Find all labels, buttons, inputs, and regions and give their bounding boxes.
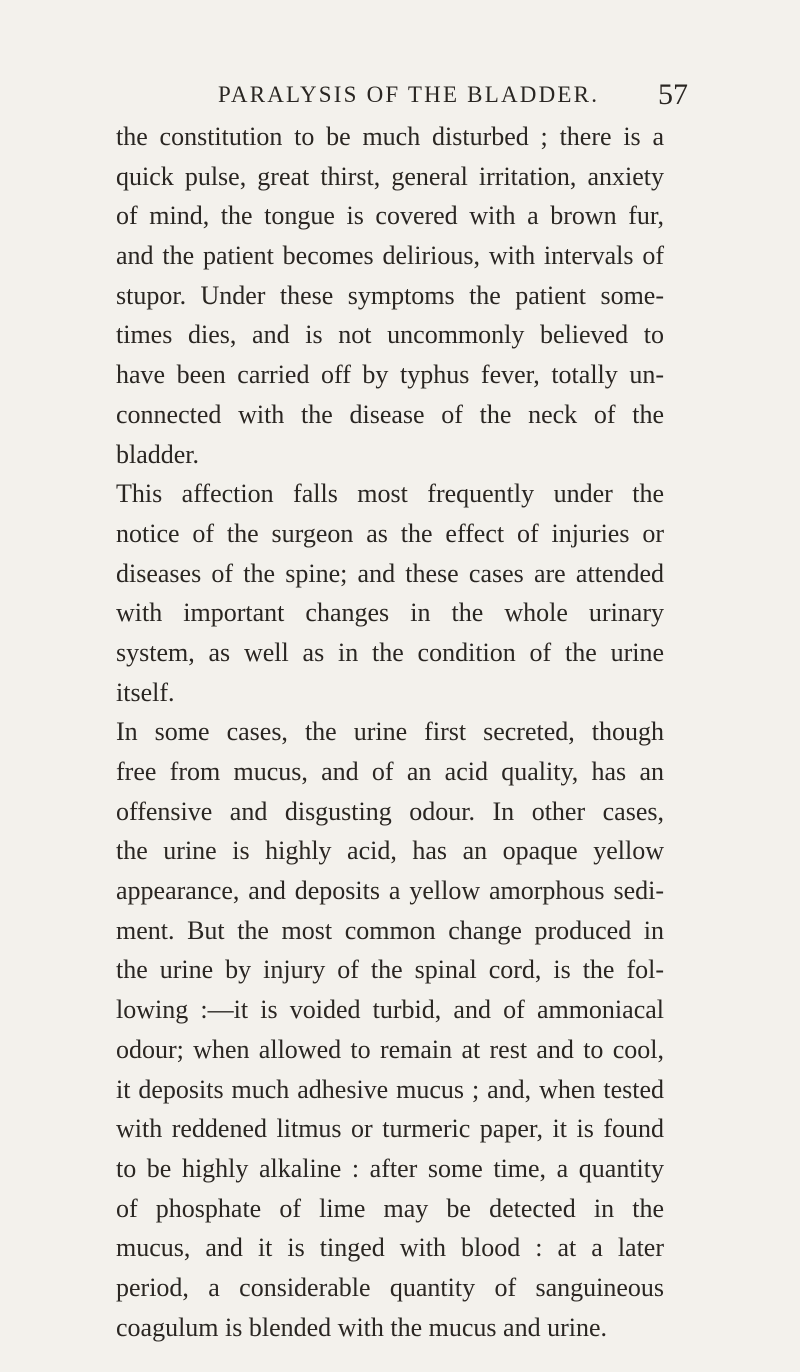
text-line: with reddened litmus or turmeric paper, it is found xyxy=(116,1114,664,1144)
body-text xyxy=(116,117,664,1347)
text-line: odour; when allowed to remain at rest and to cool, xyxy=(116,1034,664,1064)
text-line: the urine is highly acid, has an opaque yellow xyxy=(116,836,664,866)
text-line: it deposits much adhesive mucus ; and, when tested xyxy=(116,1074,664,1104)
text-line: of mind, the tongue is covered with a brown fur, xyxy=(116,201,664,231)
text-line: with important changes in the whole urinary xyxy=(116,598,664,628)
text-line-paragraph-end: itself. xyxy=(116,677,175,707)
page-number: 57 xyxy=(658,78,688,111)
text-line-paragraph-start: This affection falls most frequently under the xyxy=(116,479,664,509)
text-line: to be highly alkaline : after some time, a quantity xyxy=(116,1153,664,1183)
text-line-paragraph-end: bladder. xyxy=(116,439,200,469)
text-line: stupor. Under these symptoms the patient some- xyxy=(116,280,664,310)
text-line: connected with the disease of the neck of the xyxy=(116,399,664,429)
text-line: system, as well as in the condition of the urine xyxy=(116,637,664,667)
text-line: the urine by injury of the spinal cord, is the fol- xyxy=(116,955,664,985)
text-line: of phosphate of lime may be detected in the xyxy=(116,1193,664,1223)
text-line: appearance, and deposits a yellow amorphous sedi- xyxy=(116,876,664,906)
text-line: period, a considerable quantity of sanguineous xyxy=(116,1272,664,1302)
text-line: ment. But the most common change produced in xyxy=(116,915,664,945)
text-line: times dies, and is not uncommonly believed to xyxy=(116,320,664,350)
running-title: PARALYSIS OF THE BLADDER. xyxy=(218,82,600,107)
text-line: quick pulse, great thirst, general irritation, anxiety xyxy=(116,161,664,191)
text-line: lowing :—it is voided turbid, and of ammoniacal xyxy=(116,995,664,1025)
text-line: the constitution to be much disturbed ; there is a xyxy=(116,122,664,151)
text-line-paragraph-start: In some cases, the urine first secreted, though xyxy=(116,717,664,747)
text-line: offensive and disgusting odour. In other cases, xyxy=(116,796,664,826)
text-line: mucus, and it is tinged with blood : at a later xyxy=(116,1233,664,1263)
text-line: free from mucus, and of an acid quality, has an xyxy=(116,757,664,786)
text-line-paragraph-end: coagulum is blended with the mucus and urine. xyxy=(116,1312,608,1342)
running-head xyxy=(0,78,800,112)
text-line: have been carried off by typhus fever, totally un- xyxy=(116,360,664,390)
text-line: and the patient becomes delirious, with intervals of xyxy=(116,241,664,271)
text-line: diseases of the spine; and these cases are attended xyxy=(116,558,664,588)
text-line: notice of the surgeon as the effect of injuries or xyxy=(116,518,664,548)
